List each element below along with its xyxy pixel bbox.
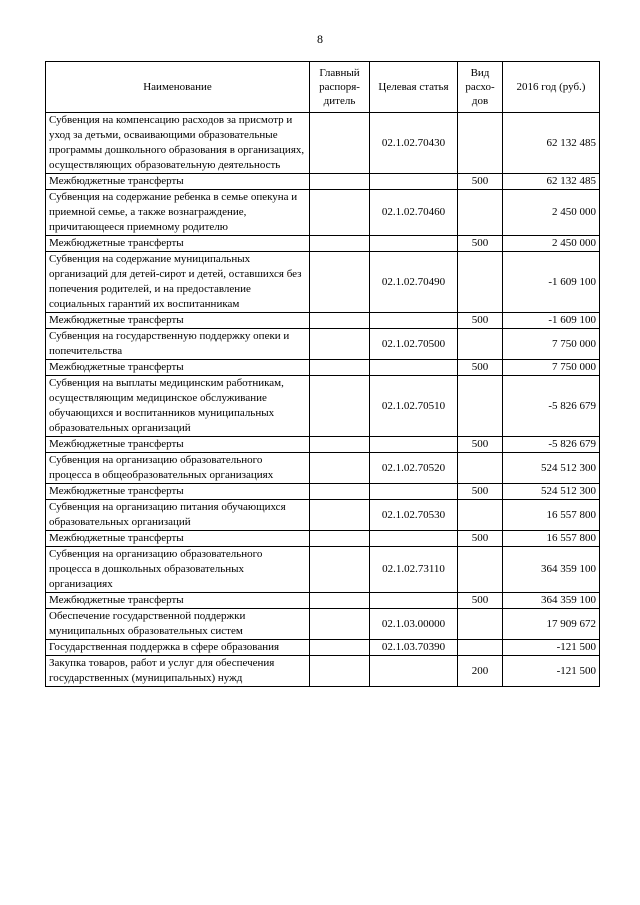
table-row — [46, 329, 600, 360]
cell-amount: 7 750 000 — [503, 329, 600, 360]
cell-amount: 62 132 485 — [503, 174, 600, 190]
cell-expense-type: 500 — [458, 313, 503, 329]
cell-expense-type: 500 — [458, 437, 503, 453]
table-row — [46, 252, 600, 313]
cell-main-manager — [310, 113, 370, 174]
cell-target-article — [370, 313, 458, 329]
cell-name: Межбюджетные трансферты — [46, 360, 310, 376]
cell-name: Субвенция на компенсацию расходов за присмотр и уход за детьми, осваивающими образовательные программы дошкольного образования в организациях, осуществляющих образовательную деятельность — [46, 113, 310, 174]
cell-amount: 364 359 100 — [503, 547, 600, 593]
cell-main-manager — [310, 376, 370, 437]
cell-name: Субвенция на содержание муниципальных организаций для детей-сирот и детей, оставшихся без попечения родителей, и на предоставление социальных гарантий их воспитанникам — [46, 252, 310, 313]
cell-target-article: 02.1.02.70490 — [370, 252, 458, 313]
cell-expense-type: 500 — [458, 236, 503, 252]
table-row — [46, 547, 600, 593]
cell-main-manager — [310, 640, 370, 656]
col-header-name: Наименование — [46, 62, 310, 113]
cell-amount: 524 512 300 — [503, 484, 600, 500]
table-row — [46, 453, 600, 484]
cell-main-manager — [310, 547, 370, 593]
table-row — [46, 609, 600, 640]
cell-target-article: 02.1.02.70520 — [370, 453, 458, 484]
cell-expense-type — [458, 500, 503, 531]
cell-amount: 7 750 000 — [503, 360, 600, 376]
cell-main-manager — [310, 437, 370, 453]
col-header-expense-type: Вид расхо-дов — [458, 62, 503, 113]
cell-expense-type: 500 — [458, 593, 503, 609]
cell-target-article: 02.1.02.70510 — [370, 376, 458, 437]
table-row — [46, 236, 600, 252]
cell-amount: -121 500 — [503, 656, 600, 687]
cell-main-manager — [310, 174, 370, 190]
cell-amount: 2 450 000 — [503, 236, 600, 252]
cell-target-article: 02.1.03.70390 — [370, 640, 458, 656]
cell-main-manager — [310, 609, 370, 640]
cell-target-article — [370, 484, 458, 500]
cell-expense-type: 500 — [458, 531, 503, 547]
cell-expense-type — [458, 453, 503, 484]
table-row — [46, 174, 600, 190]
cell-main-manager — [310, 500, 370, 531]
cell-name: Государственная поддержка в сфере образования — [46, 640, 310, 656]
table-row — [46, 360, 600, 376]
cell-name: Межбюджетные трансферты — [46, 174, 310, 190]
cell-expense-type — [458, 547, 503, 593]
cell-target-article: 02.1.02.70460 — [370, 190, 458, 236]
cell-name: Субвенция на выплаты медицинским работникам, осуществляющим медицинское обслуживание обучающихся и воспитанников муниципальных образовательных организаций — [46, 376, 310, 437]
cell-name: Обеспечение государственной поддержки муниципальных образовательных систем — [46, 609, 310, 640]
budget-table — [45, 61, 600, 687]
header-row — [46, 62, 600, 113]
cell-expense-type: 200 — [458, 656, 503, 687]
cell-amount: -121 500 — [503, 640, 600, 656]
cell-amount: 524 512 300 — [503, 453, 600, 484]
cell-main-manager — [310, 593, 370, 609]
cell-name: Субвенция на государственную поддержку опеки и попечительства — [46, 329, 310, 360]
cell-target-article — [370, 174, 458, 190]
cell-target-article: 02.1.02.70430 — [370, 113, 458, 174]
cell-main-manager — [310, 656, 370, 687]
table-row — [46, 113, 600, 174]
cell-target-article: 02.1.02.70500 — [370, 329, 458, 360]
cell-expense-type — [458, 252, 503, 313]
table-row — [46, 640, 600, 656]
cell-name: Межбюджетные трансферты — [46, 484, 310, 500]
cell-name: Субвенция на организацию образовательного процесса в дошкольных образовательных организациях — [46, 547, 310, 593]
cell-amount: 16 557 800 — [503, 531, 600, 547]
cell-name: Межбюджетные трансферты — [46, 313, 310, 329]
cell-amount: -5 826 679 — [503, 376, 600, 437]
cell-amount: -5 826 679 — [503, 437, 600, 453]
col-header-target-article: Целевая статья — [370, 62, 458, 113]
cell-target-article — [370, 656, 458, 687]
cell-main-manager — [310, 236, 370, 252]
table-row — [46, 376, 600, 437]
cell-name: Субвенция на содержание ребенка в семье опекуна и приемной семье, а также вознаграждение, причитающееся приемному родителю — [46, 190, 310, 236]
cell-main-manager — [310, 484, 370, 500]
cell-main-manager — [310, 329, 370, 360]
cell-amount: 62 132 485 — [503, 113, 600, 174]
cell-main-manager — [310, 531, 370, 547]
cell-amount: -1 609 100 — [503, 313, 600, 329]
cell-amount: 16 557 800 — [503, 500, 600, 531]
cell-amount: 17 909 672 — [503, 609, 600, 640]
cell-target-article: 02.1.03.00000 — [370, 609, 458, 640]
cell-name: Субвенция на организацию образовательного процесса в общеобразовательных организациях — [46, 453, 310, 484]
cell-main-manager — [310, 190, 370, 236]
cell-main-manager — [310, 453, 370, 484]
table-row — [46, 593, 600, 609]
cell-main-manager — [310, 252, 370, 313]
col-header-amount-2016: 2016 год (руб.) — [503, 62, 600, 113]
cell-target-article — [370, 437, 458, 453]
cell-target-article: 02.1.02.70530 — [370, 500, 458, 531]
page-number: 8 — [317, 32, 323, 46]
cell-main-manager — [310, 313, 370, 329]
table-row — [46, 531, 600, 547]
cell-expense-type: 500 — [458, 174, 503, 190]
cell-main-manager — [310, 360, 370, 376]
cell-name: Межбюджетные трансферты — [46, 531, 310, 547]
cell-name: Межбюджетные трансферты — [46, 593, 310, 609]
table-row — [46, 500, 600, 531]
table-row — [46, 437, 600, 453]
cell-expense-type — [458, 113, 503, 174]
cell-amount: 2 450 000 — [503, 190, 600, 236]
cell-expense-type — [458, 329, 503, 360]
cell-name: Закупка товаров, работ и услуг для обеспечения государственных (муниципальных) нужд — [46, 656, 310, 687]
cell-expense-type — [458, 640, 503, 656]
table-row — [46, 484, 600, 500]
cell-expense-type: 500 — [458, 484, 503, 500]
table-body — [46, 113, 600, 687]
cell-target-article: 02.1.02.73110 — [370, 547, 458, 593]
cell-expense-type — [458, 609, 503, 640]
cell-target-article — [370, 360, 458, 376]
cell-amount: 364 359 100 — [503, 593, 600, 609]
table-row — [46, 313, 600, 329]
cell-amount: -1 609 100 — [503, 252, 600, 313]
cell-name: Межбюджетные трансферты — [46, 437, 310, 453]
col-header-main-manager: Главный распоря-дитель — [310, 62, 370, 113]
cell-target-article — [370, 593, 458, 609]
cell-target-article — [370, 531, 458, 547]
cell-name: Межбюджетные трансферты — [46, 236, 310, 252]
cell-expense-type: 500 — [458, 360, 503, 376]
cell-name: Субвенция на организацию питания обучающихся образовательных организаций — [46, 500, 310, 531]
cell-target-article — [370, 236, 458, 252]
cell-expense-type — [458, 376, 503, 437]
cell-expense-type — [458, 190, 503, 236]
table-row — [46, 190, 600, 236]
table-row — [46, 656, 600, 687]
